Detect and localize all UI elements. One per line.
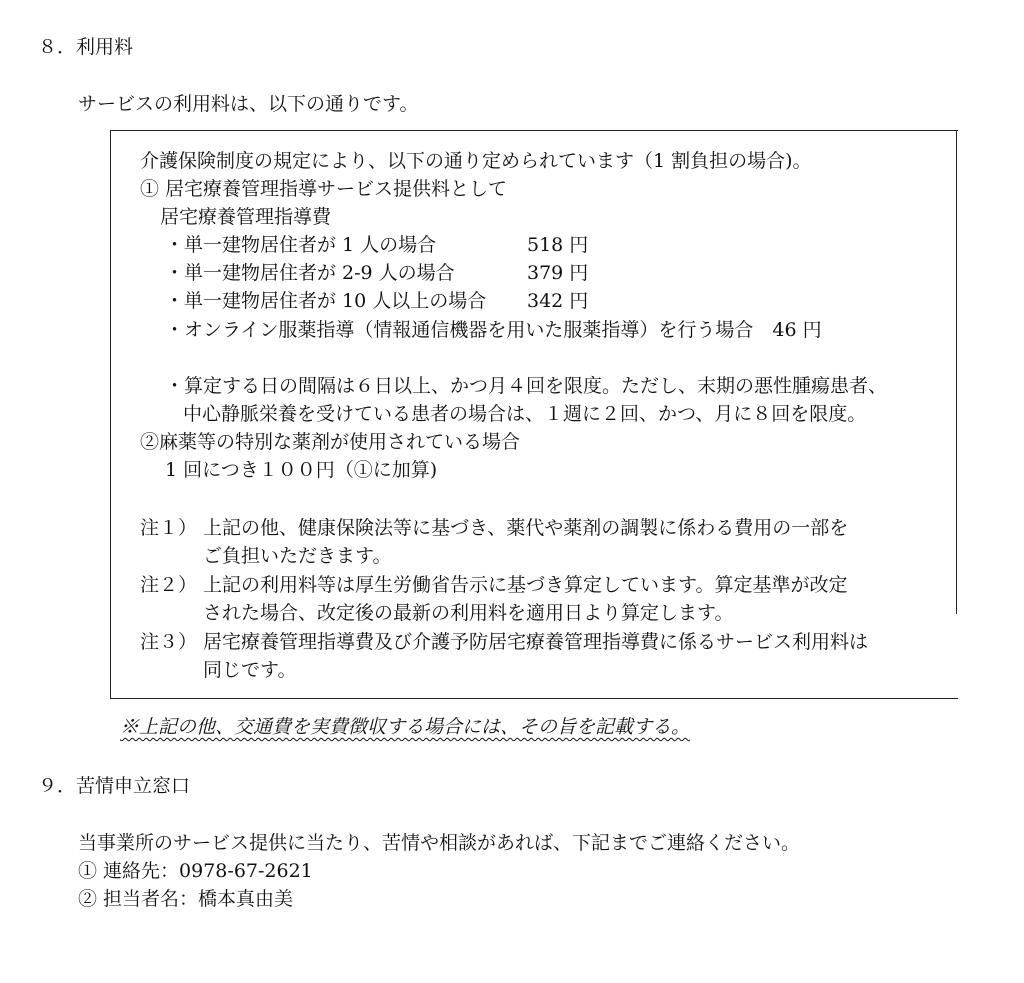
fee-box-right-border [956, 130, 957, 614]
fee-lead: 介護保険制度の規定により、以下の通り定められています（1 割負担の場合)。 [140, 150, 812, 172]
note-1-line-1: 上記の他、健康保険法等に基づき、薬代や薬剤の調製に係わる費用の一部を [203, 517, 849, 539]
contact-person: ② 担当者名：橋本真由美 [78, 888, 294, 910]
calc-rule-line-1: ・算定する日の間隔は６日以上、かつ月４回を限度。ただし、末期の悪性腫瘍患者、 [165, 375, 888, 397]
note-1-label: 注１） [140, 517, 198, 539]
fee-box-top-border [110, 130, 958, 131]
online-fee-line: ・オンライン服薬指導（情報通信機器を用いた服薬指導）を行う場合 46 円 [165, 319, 822, 341]
transport-cost-note: ※上記の他、交通費を実費徴収する場合には、その旨を記載する。 [120, 716, 691, 738]
fee-amount-1: 518 円 [527, 234, 589, 256]
calc-rule-line-2: 中心静脈栄養を受けている患者の場合は、１週に２回、かつ、月に８回を限度。 [183, 403, 867, 425]
item2-detail: 1 回につき１００円（①に加算) [165, 459, 438, 481]
contact-phone: ① 連絡先：0978-67-2621 [78, 860, 313, 882]
fee-label-1: ・単一建物居住者が 1 人の場合 [165, 234, 437, 256]
note-1-line-2: ご負担いただきます。 [203, 545, 392, 567]
note-3-line-2: 同じです。 [203, 659, 297, 681]
note-2-line-1: 上記の利用料等は厚生労働省告示に基づき算定しています。算定基準が改定 [203, 574, 848, 596]
item1-subtitle: 居宅療養管理指導費 [160, 206, 332, 228]
note-3-label: 注３） [140, 631, 198, 653]
fee-amount-2: 379 円 [527, 262, 589, 284]
note-2-line-2: された場合、改定後の最新の利用料を適用日より算定します。 [203, 602, 734, 624]
fee-amount-3: 342 円 [527, 290, 589, 312]
section-9-heading: ９．苦情申立窓口 [38, 775, 191, 797]
fee-box-left-border [110, 130, 111, 699]
section-8-intro: サービスの利用料は、以下の通りです。 [78, 93, 419, 115]
fee-box-bottom-border [110, 698, 958, 699]
section-9-intro: 当事業所のサービス提供に当たり、苦情や相談があれば、下記までご連絡ください。 [78, 832, 801, 854]
section-8-heading: ８．利用料 [38, 36, 134, 58]
note-3-line-1: 居宅療養管理指導費及び介護予防居宅療養管理指導費に係るサービス利用料は [203, 631, 869, 653]
note-2-label: 注２） [140, 574, 198, 596]
fee-label-3: ・単一建物居住者が 10 人以上の場合 [165, 290, 487, 312]
item2-title: ②麻薬等の特別な薬剤が使用されている場合 [140, 431, 521, 453]
fee-label-2: ・単一建物居住者が 2-9 人の場合 [165, 262, 455, 284]
item1-title: ① 居宅療養管理指導サービス提供料として [140, 178, 508, 200]
